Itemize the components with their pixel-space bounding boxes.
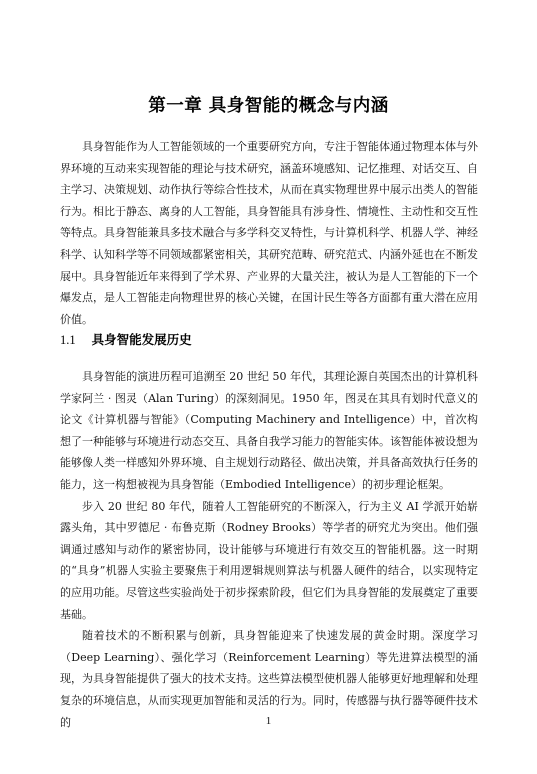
intro-paragraph: 具身智能作为人工智能领域的一个重要研究方向，专注于智能体通过物理本体与外界环境的互动来实现智能的理论与技术研究，涵盖环境感知、记忆推理、对话交互、自主学习、决策规划、动作执行等综合性技术，从而在真实物理世界中展示出类人的智能行为。相比于静态、离身的人工智能，具身智能具有涉身性、情境性、主动性和交互性等特点。具身智能兼具多技术融合与多学科交叉特性，与计算机科学、机器人学、神经科学、认知科学等不同领域都紧密相关，其研究范畴、研究范式、内涵外延也在不断发展中。具身智能近年来得到了学术界、产业界的大量关注，被认为是人工智能的下一个爆发点，是人工智能走向物理世界的核心关键，在国计民生等各方面都有重大潜在应用价值。 bbox=[60, 140, 478, 326]
section-heading bbox=[60, 330, 478, 348]
chapter-title: 第一章 具身智能的概念与内涵 bbox=[148, 96, 389, 116]
page-number: 1 bbox=[265, 715, 272, 727]
section-title: 具身智能发展历史 bbox=[91, 332, 192, 347]
section-paragraph: 具身智能的演进历程可追溯至 20 世纪 50 年代，其理论源自英国杰出的计算机科学家阿兰 · 图灵（Alan Turing）的深刻洞见。1950 年，图灵在其具有划时代意义的论文《计算机器与智能》（Computing Machinery and Intelligence）中，首次构想了一种能够与环境进行动态交互、具备自我学习能力的智能实体。该智能体被设想为能够像人类一样感知外界环境、自主规划行动路径、做出决策，并具备高效执行任务的能力，这一构想被视为具身智能（Embodied Intelligence）的初步理论框架。 bbox=[60, 370, 478, 491]
section-text-block bbox=[60, 366, 478, 733]
section-paragraph: 步入 20 世纪 80 年代，随着人工智能研究的不断深入，行为主义 AI 学派开始崭露头角，其中罗德尼 · 布鲁克斯（Rodney Brooks）等学者的研究尤为突出。他们强调通过感知与动作的紧密协同，设计能够与环境进行有效交互的智能机器。这一时期的“具身”机器人实验主要聚焦于利用逻辑规则算法与机器人硬件的结合，以实现特定的应用功能。尽管这些实验尚处于初步探索阶段，但它们为具身智能的发展奠定了重要基础。 bbox=[60, 499, 478, 621]
intro-text-block bbox=[60, 136, 478, 330]
section-number: 1.1 bbox=[60, 333, 76, 347]
section-paragraph: 随着技术的不断积累与创新，具身智能迎来了快速发展的黄金时期。深度学习（Deep Learning）、强化学习（Reinforcement Learning）等先进算法模型的涌现，为具身智能提供了强大的技术支持。这些算法模型使机器人能够更好地理解和处理复杂的环境信息，从而实现更加智能和灵活的行为。同时，传感器与执行器等硬件技术的 bbox=[60, 629, 478, 729]
